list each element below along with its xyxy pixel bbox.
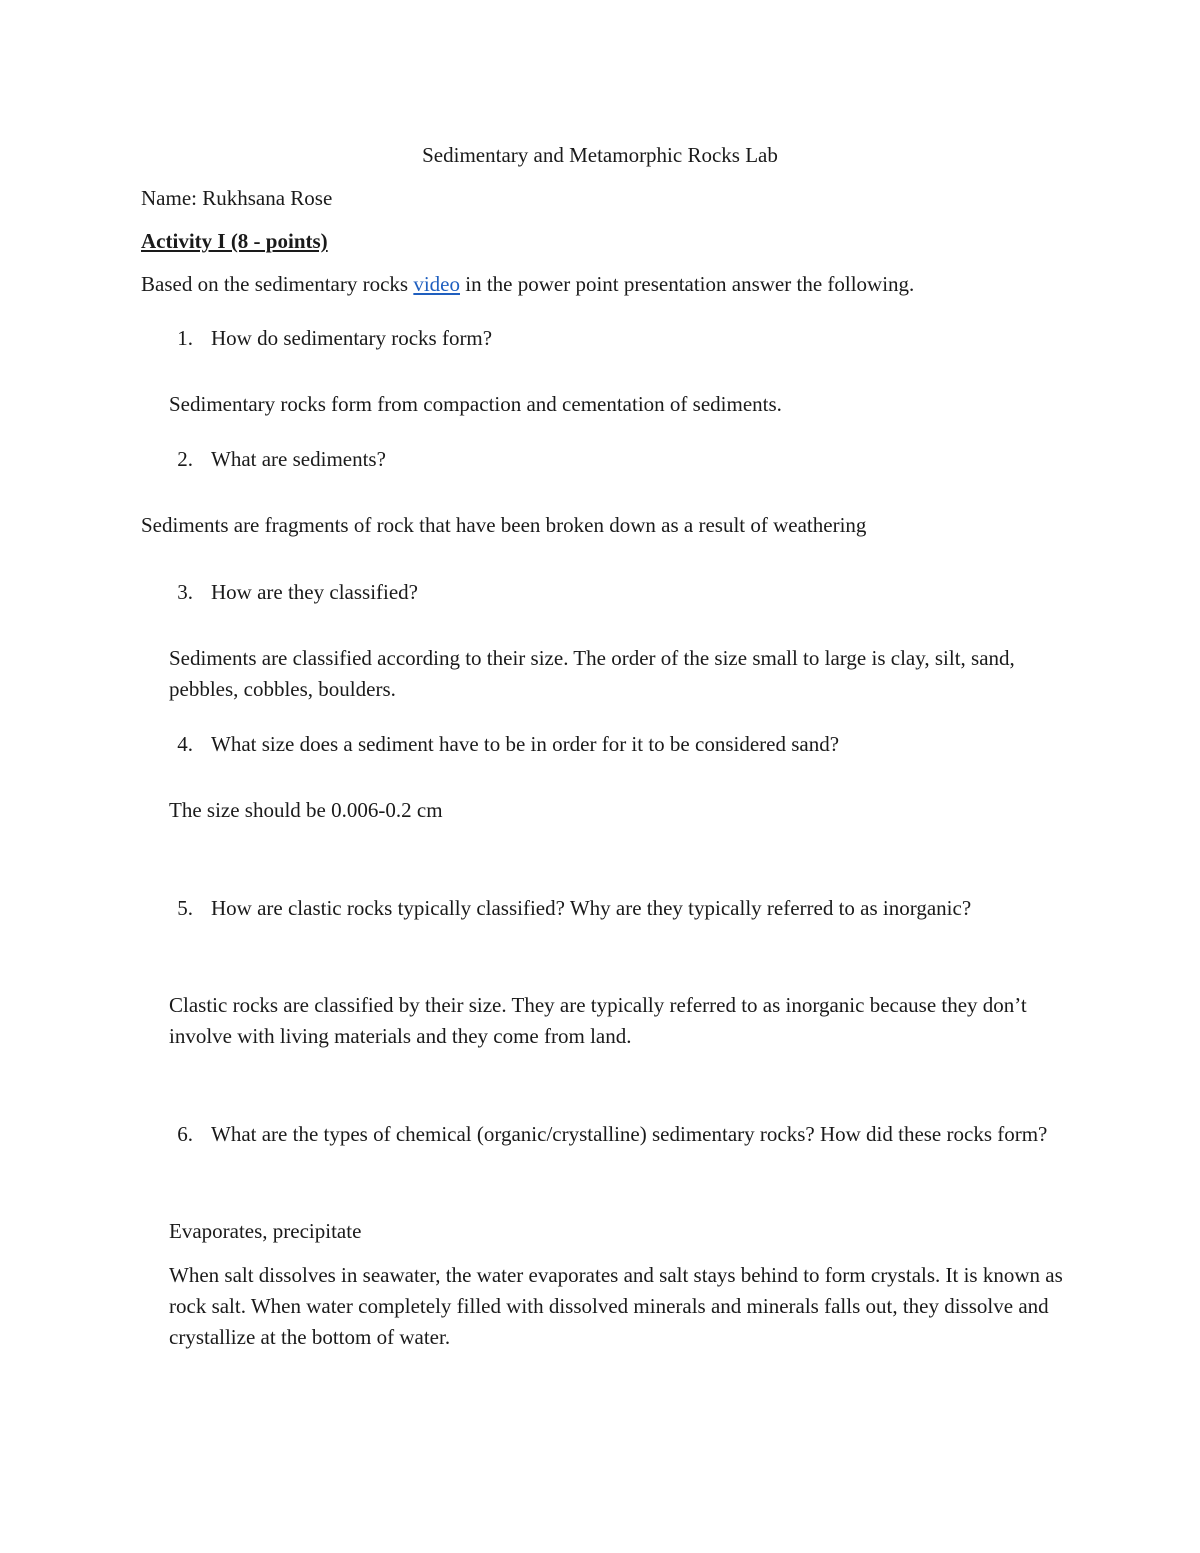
- answer-5: Clastic rocks are classified by their size. They are typically referred to as inorganic because they don’t involve with living materials and they come from land.: [169, 993, 1027, 1048]
- answer-6-formation: When salt dissolves in seawater, the water evaporates and salt stays behind to form crystals. It is known as rock salt. When water completely filled with dissolved minerals and minerals falls out, they dissolve and crystallize at the bottom of water.: [169, 1263, 1063, 1349]
- answer-1: Sedimentary rocks form from compaction and cementation of sediments.: [169, 392, 782, 416]
- answer-3: Sediments are classified according to their size. The order of the size small to large is clay, silt, sand, pebbles, cobbles, boulders.: [169, 646, 1015, 701]
- question-text: How are they classified?: [211, 580, 418, 604]
- question-number: 1.: [177, 326, 193, 350]
- question-text: How do sedimentary rocks form?: [211, 326, 493, 350]
- student-name: Name: Rukhsana Rose: [141, 186, 333, 210]
- question-number: 3.: [177, 580, 193, 604]
- question-text: What are sediments?: [211, 447, 386, 471]
- question-text: How are clastic rocks typically classified? Why are they typically referred to as inorganic?: [211, 896, 972, 920]
- document-title: Sedimentary and Metamorphic Rocks Lab: [422, 143, 778, 167]
- intro-paragraph: [141, 269, 914, 300]
- question-text: What are the types of chemical (organic/crystalline) sedimentary rocks? How did these rocks form?: [211, 1122, 1048, 1146]
- activity-heading: Activity I (8 - points): [141, 229, 328, 253]
- question-number: 4.: [177, 732, 193, 756]
- question-text: What size does a sediment have to be in order for it to be considered sand?: [211, 732, 840, 756]
- intro-text-after: in the power point presentation answer the following.: [460, 272, 915, 296]
- intro-text-before: Based on the sedimentary rocks: [141, 272, 414, 296]
- answer-4: The size should be 0.006-0.2 cm: [169, 798, 443, 822]
- question-number: 5.: [177, 896, 193, 920]
- video-link[interactable]: video: [413, 272, 460, 296]
- question-number: 6.: [177, 1122, 193, 1146]
- question-number: 2.: [177, 447, 193, 471]
- answer-2: Sediments are fragments of rock that have been broken down as a result of weathering: [141, 513, 867, 537]
- answer-6-types: Evaporates, precipitate: [169, 1219, 362, 1243]
